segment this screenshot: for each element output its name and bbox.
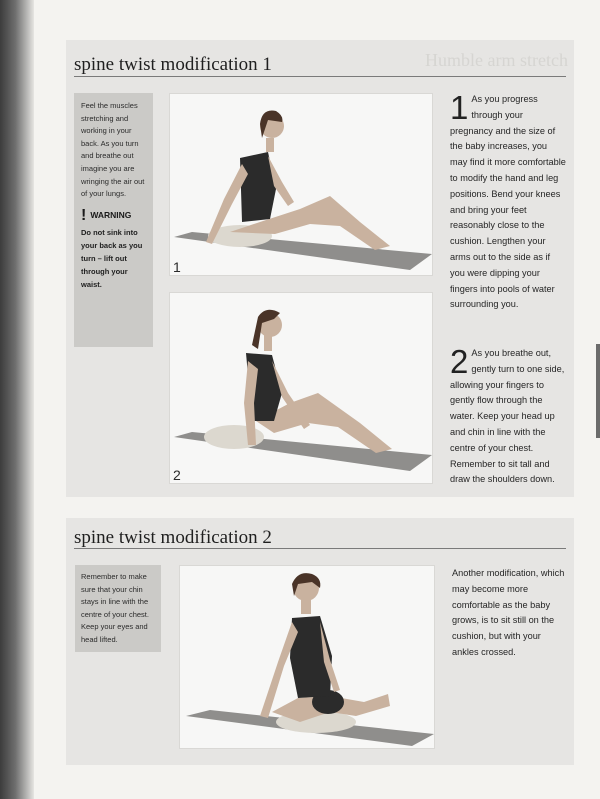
neck bbox=[301, 600, 311, 614]
section-spine-twist-1 bbox=[66, 40, 574, 497]
warning-label: WARNING bbox=[90, 210, 132, 221]
neck bbox=[266, 138, 274, 152]
section-title: spine twist modification 1 bbox=[74, 54, 272, 75]
tip-text: Feel the muscles stretching and working in your back. As you turn and breathe out imagine you are wringing the air out of your lungs. bbox=[81, 101, 145, 199]
photo-ankles-crossed bbox=[179, 565, 435, 749]
book-binding-shadow bbox=[0, 0, 34, 799]
step-2-body: As you breathe out, gently turn to one side, allowing your fingers to gently flow through the water. Keep your head up and chin in line with the centre of your chest. Remember to sit tall and draw the shoulders down. bbox=[450, 348, 565, 485]
exclamation-icon: ! bbox=[81, 206, 87, 224]
step-number-1: 1 bbox=[450, 89, 469, 126]
step-number-2: 2 bbox=[450, 343, 469, 380]
warning-text: Do not sink into your back as you turn – lift out through your waist. bbox=[81, 227, 143, 289]
tip-box bbox=[75, 565, 161, 652]
tip-box bbox=[74, 93, 153, 347]
photo-step-2-illustration bbox=[170, 293, 433, 484]
step-1-text bbox=[450, 89, 566, 313]
modification-2-text: Another modification, which may become more comfortable as the baby grows, is to sit still on the cushion, but with your ankles crossed. bbox=[452, 568, 565, 657]
step-2-text bbox=[450, 343, 566, 488]
photo-number-2: 2 bbox=[173, 467, 181, 483]
ghost-heading-bleedthrough: Humble arm stretch bbox=[425, 50, 568, 70]
photo-step-2 bbox=[169, 292, 433, 484]
warning-heading bbox=[81, 206, 147, 224]
title-rule bbox=[74, 548, 566, 549]
section-title: spine twist modification 2 bbox=[74, 527, 272, 548]
title-rule bbox=[74, 76, 566, 77]
photo-step-1 bbox=[169, 93, 433, 276]
step-1-body: As you progress through your pregnancy and the size of the baby increases, you may find it more comfortable to modify the hand and leg positions. Bend your knees and bring your feet reasonably close to the cushion. Lengthen your arms out to the side as if you were dipping your fingers into pools of water surrounding you. bbox=[450, 94, 566, 310]
photo-ankles-crossed-illustration bbox=[180, 566, 435, 749]
section-spine-twist-2 bbox=[66, 518, 574, 765]
tip-text: Remember to make sure that your chin stays in line with the centre of your chest. Keep your eyes and head lifted. bbox=[81, 572, 149, 644]
page-edge-tab bbox=[596, 344, 600, 438]
photo-number-1: 1 bbox=[173, 259, 181, 275]
neck bbox=[264, 335, 272, 351]
photo-step-1-illustration bbox=[170, 94, 433, 276]
